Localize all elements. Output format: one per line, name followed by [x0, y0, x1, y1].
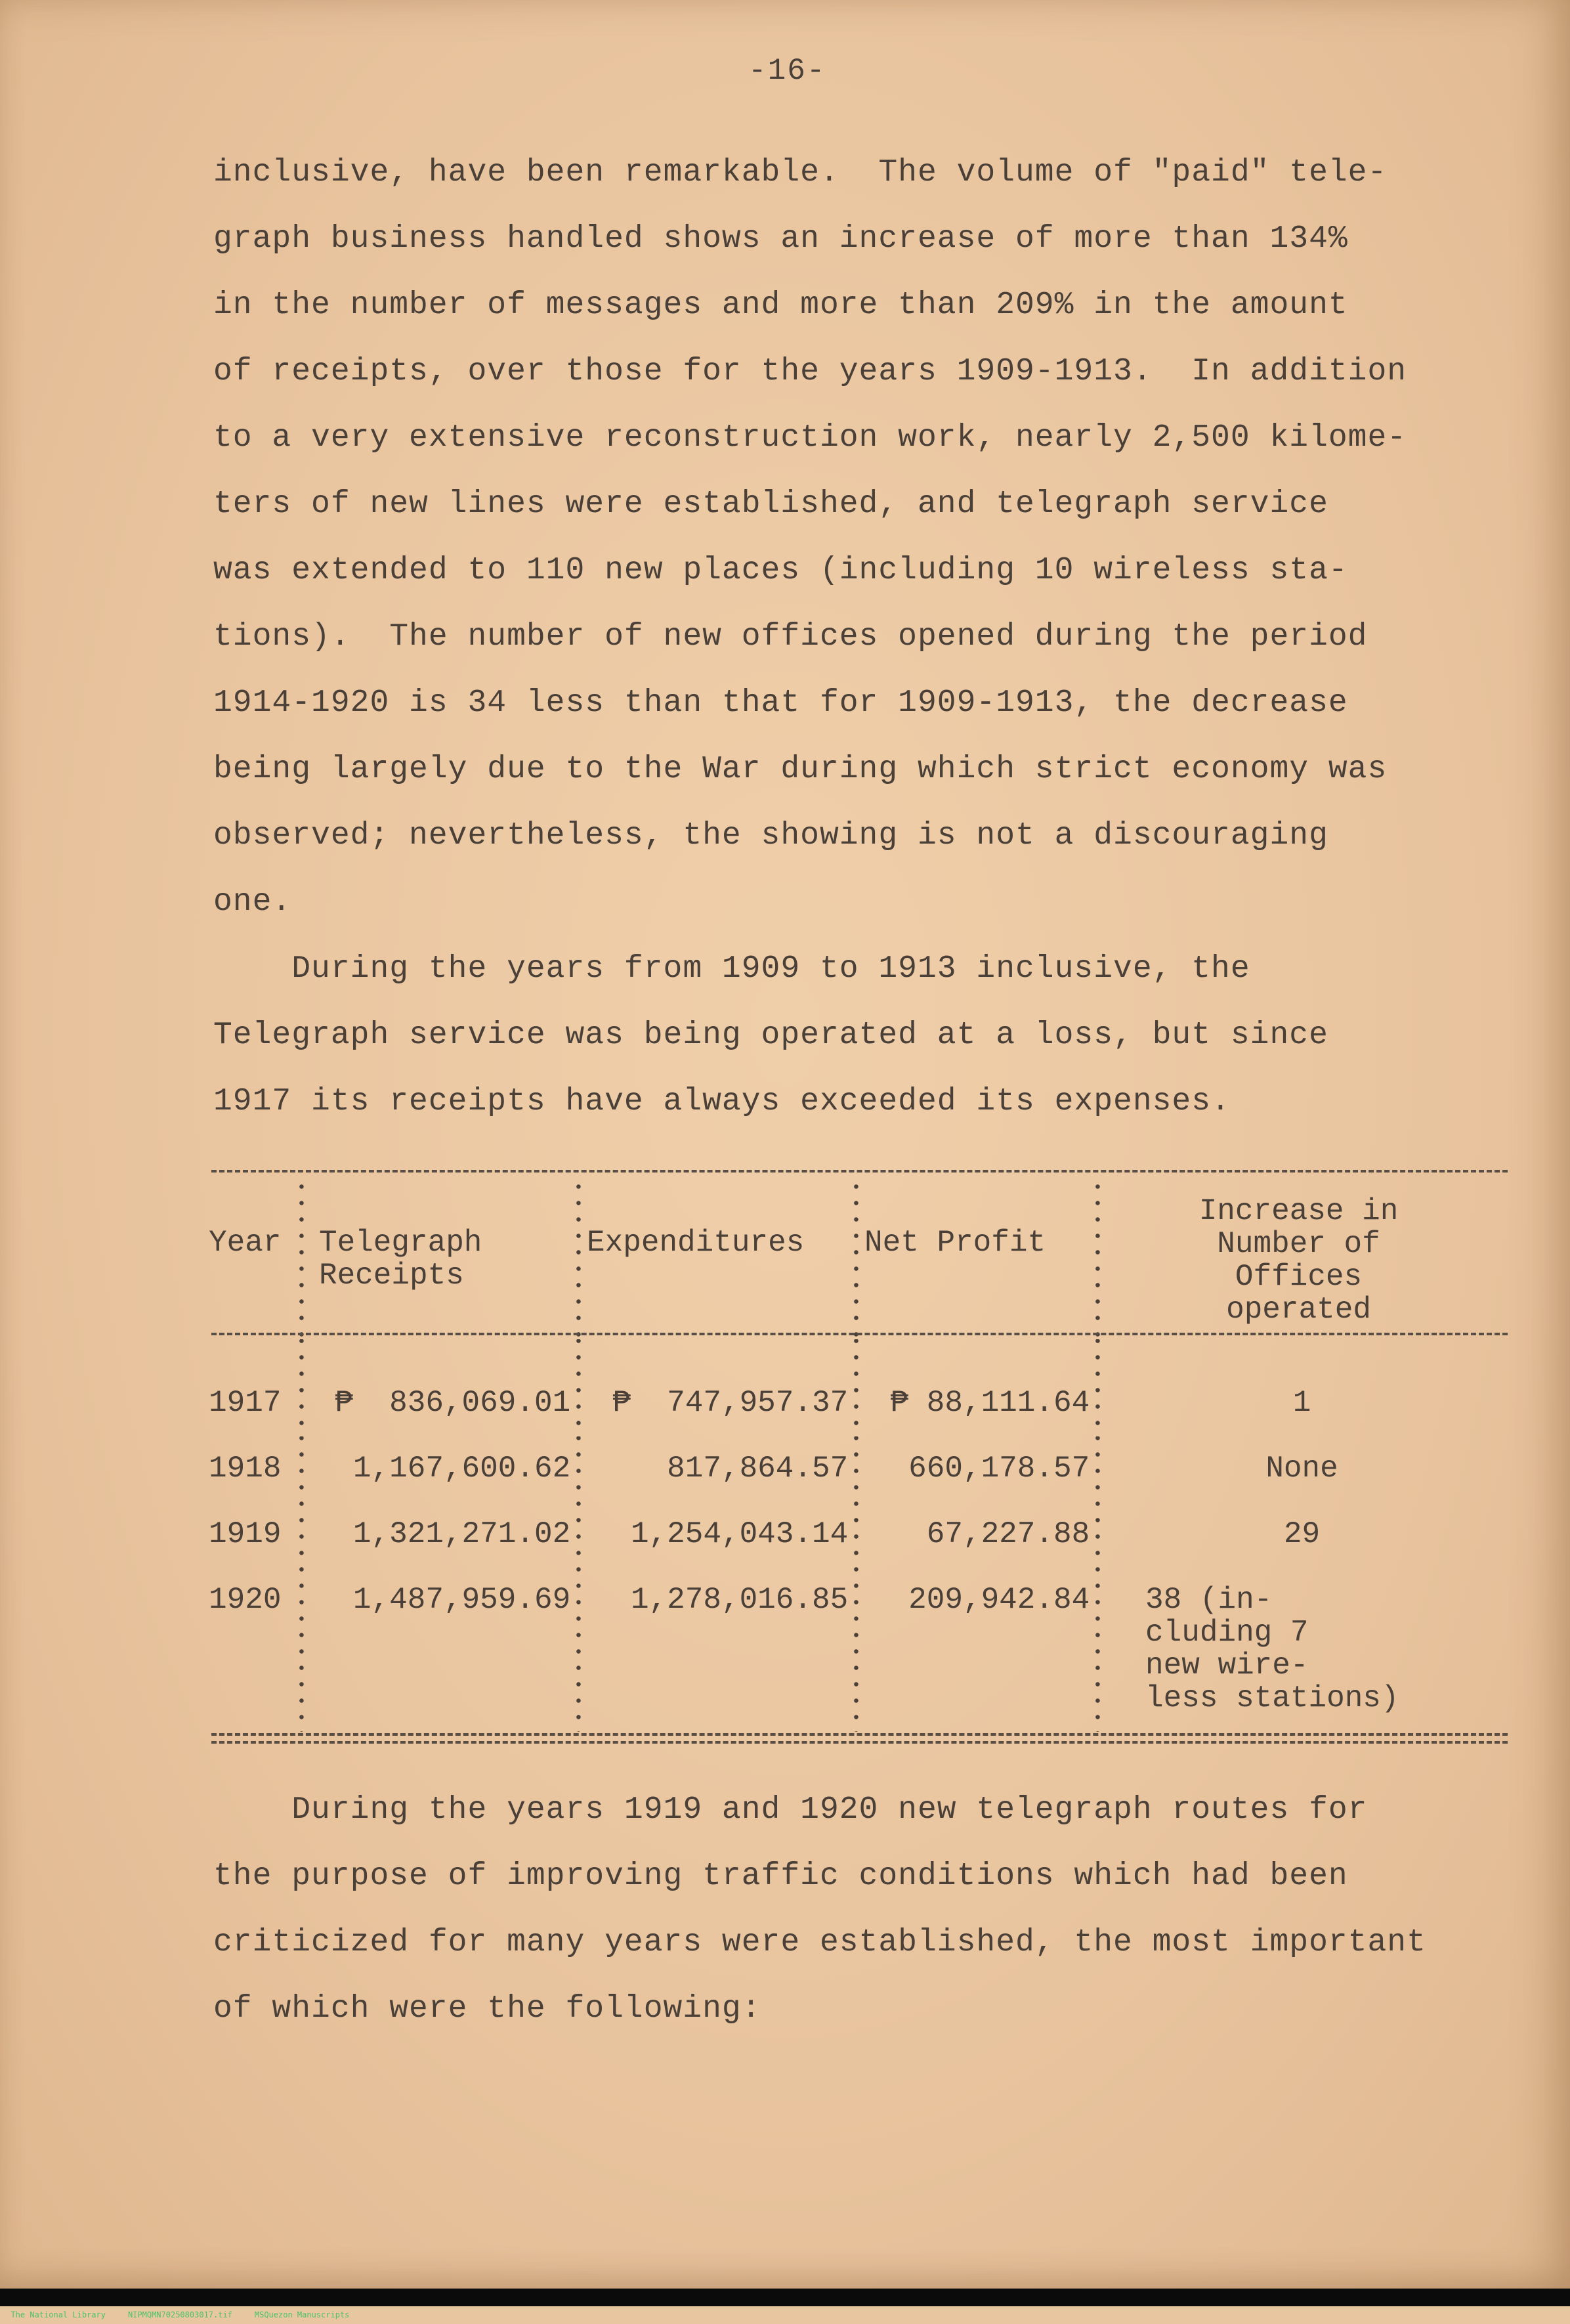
column-separator: [848, 1182, 864, 1339]
footer-file: NIPMQMN70250803017.tif: [127, 2310, 232, 2319]
column-separator: [570, 1182, 587, 1339]
cell-expenditures: 1,254,043.14: [630, 1517, 849, 1551]
column-separator: [570, 1436, 587, 1502]
column-separator: [570, 1502, 587, 1568]
cell-increase: 38 (in- cluding 7 new wire- less stations): [1145, 1583, 1399, 1715]
table-top-rule: [211, 1170, 1508, 1173]
cell-receipts: ₱ 836,069.01: [335, 1386, 571, 1420]
cell-expenditures: 817,864.57: [667, 1452, 849, 1486]
cell-expenditures: 1,278,016.85: [630, 1583, 849, 1617]
column-separator: [293, 1502, 310, 1568]
header-receipts: Telegraph Receipts: [318, 1226, 482, 1293]
cell-net-profit: 660,178.57: [908, 1452, 1090, 1486]
column-separator: [1090, 1339, 1106, 1436]
cell-net-profit: 67,227.88: [926, 1517, 1090, 1551]
cell-receipts: 1,167,600.62: [352, 1452, 571, 1486]
cell-year: 1920: [209, 1583, 282, 1617]
column-separator: [1090, 1568, 1106, 1732]
table-header-row: [209, 1182, 1570, 1339]
table-row: [209, 1339, 1570, 1436]
table-row: [209, 1502, 1570, 1568]
cell-year: 1917: [209, 1386, 282, 1420]
table-row: [209, 1568, 1570, 1732]
paragraph-new-routes: During the years 1919 and 1920 new telegraph routes for the purpose of improving traffic conditions which had been criticized for many years were established, the most important of which were the following:: [213, 1792, 1426, 2027]
table-header-rule: [211, 1333, 1508, 1335]
header-year: Year: [209, 1226, 282, 1260]
cell-year: 1919: [209, 1517, 282, 1551]
column-separator: [293, 1339, 310, 1436]
cell-expenditures: ₱ 747,957.37: [612, 1386, 849, 1420]
column-separator: [570, 1568, 587, 1732]
column-separator: [1090, 1182, 1106, 1339]
column-separator: [848, 1436, 864, 1502]
column-separator: [293, 1436, 310, 1502]
table-row: [209, 1436, 1570, 1502]
cell-net-profit: ₱ 88,111.64: [890, 1386, 1090, 1420]
column-separator: [1090, 1436, 1106, 1502]
table-bottom-rule: [211, 1733, 1508, 1736]
cell-increase: 29: [1283, 1517, 1321, 1551]
cell-increase: 1: [1292, 1386, 1311, 1420]
cell-receipts: 1,487,959.69: [352, 1583, 571, 1617]
header-expenditures: Expenditures: [587, 1226, 805, 1260]
cell-receipts: 1,321,271.02: [352, 1517, 571, 1551]
cell-year: 1918: [209, 1452, 282, 1486]
cell-net-profit: 209,942.84: [908, 1583, 1090, 1617]
footer-collection: MSQuezon Manuscripts: [254, 2310, 350, 2319]
footer-library: The National Library: [11, 2310, 106, 2319]
paragraph-telegraph-growth: inclusive, have been remarkable. The volume of "paid" tele- graph business handled shows an increase of more than 134% in the number of messages and more than 209% in the amount of receipts, over those for the years 1909-1913. In addition to a very extensive reconstruction work, nearly 2,500 kilome- ters of new lines were established, and telegraph service was extended to 110 new places (including 10 wireless sta- tions). The number of new offices opened during the period 1914-1920 is 34 less than that for 1909-1913, the decrease being largely due to the War during which strict economy was observed; nevertheless, the showing is not a discouraging one.: [213, 155, 1407, 920]
column-separator: [848, 1568, 864, 1732]
header-increase-offices: Increase in Number of Offices operated: [1199, 1194, 1399, 1327]
cell-increase: None: [1265, 1452, 1338, 1486]
column-separator: [848, 1339, 864, 1436]
column-separator: [848, 1502, 864, 1568]
archive-footer-bar: [0, 2289, 1570, 2319]
header-net-profit: Net Profit: [864, 1226, 1046, 1260]
column-separator: [570, 1339, 587, 1436]
column-separator: [293, 1182, 310, 1339]
paragraph-operating-loss: During the years from 1909 to 1913 inclusive, the Telegraph service was being operated at a loss, but since 1917 its receipts have always exceeded its expenses.: [213, 951, 1328, 1119]
telegraph-finance-table: [209, 1182, 1570, 1732]
column-separator: [293, 1568, 310, 1732]
page-number: -16-: [748, 54, 826, 88]
column-separator: [1090, 1502, 1106, 1568]
